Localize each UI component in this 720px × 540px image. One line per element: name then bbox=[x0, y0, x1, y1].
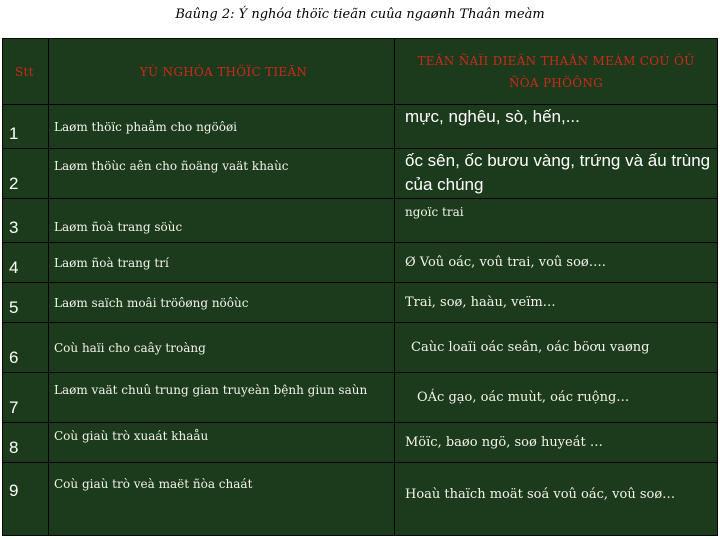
row-meaning: Laøm thöïc phaåm cho ngöôøi bbox=[54, 119, 238, 134]
table-row bbox=[3, 323, 717, 373]
row-example: Caùc loaïi oác seân, oác böơu vaøng bbox=[411, 340, 650, 355]
table-row bbox=[3, 423, 717, 463]
row-example: Trai, soø, haàu, veïm… bbox=[405, 295, 556, 310]
row-number: 4 bbox=[9, 258, 19, 277]
header-meaning-cell bbox=[49, 39, 393, 104]
row-number: 6 bbox=[9, 348, 19, 367]
row-number: 2 bbox=[9, 174, 19, 193]
row-meaning: Coù haïi cho caây troàng bbox=[54, 340, 206, 355]
header-representative-cell bbox=[395, 39, 717, 104]
table-header-row bbox=[3, 39, 717, 105]
row-example: OÁc gạo, oác muùt, oác ruộng… bbox=[417, 390, 630, 405]
table-row bbox=[3, 199, 717, 243]
header-stt: Stt bbox=[15, 64, 34, 79]
row-number: 9 bbox=[9, 481, 19, 500]
row-meaning: Laøm ñoà trang söùc bbox=[54, 220, 183, 234]
table-row bbox=[3, 463, 717, 535]
row-meaning: Laøm saïch moâi tröôøng nöôùc bbox=[54, 295, 249, 310]
row-example: ngoïc trai bbox=[405, 205, 464, 219]
header-stt-cell bbox=[3, 39, 47, 104]
table-row bbox=[3, 243, 717, 283]
row-meaning: Coù giaù trò xuaát khaåu bbox=[54, 429, 209, 443]
table-row bbox=[3, 105, 717, 149]
row-meaning: Laøm thöùc aên cho ñoäng vaät khaùc bbox=[54, 159, 289, 173]
row-meaning: Laøm vaät chuû trung gian truyeàn bệnh giun saùn bbox=[54, 383, 368, 397]
header-representative-line2: ÑÒA PHÖÔNG bbox=[508, 75, 604, 90]
row-example: Ø Voû oác, voû trai, voû soø…. bbox=[405, 255, 606, 270]
header-meaning: YÙ NGHÓA THÖÏC TIEÃN bbox=[139, 64, 308, 79]
row-example: Hoaù thaïch moät soá voû oác, voû soø… bbox=[405, 487, 676, 502]
row-number: 5 bbox=[9, 298, 19, 317]
row-example: mực, nghêu, sò, hến,... bbox=[405, 107, 580, 126]
page-title: Baûng 2: Ý nghóa thöïc tieãn cuûa ngaønh Thaân meàm bbox=[175, 7, 545, 22]
row-number: 1 bbox=[9, 124, 19, 143]
row-example: Möïc, baøo ngö, soø huyeát … bbox=[405, 435, 603, 450]
table-row bbox=[3, 283, 717, 323]
row-number: 7 bbox=[9, 398, 19, 417]
row-meaning: Laøm ñoà trang trí bbox=[54, 255, 169, 270]
table-row bbox=[3, 373, 717, 423]
meaning-table bbox=[2, 38, 718, 536]
row-number: 3 bbox=[9, 218, 19, 237]
table-row bbox=[3, 149, 717, 199]
header-representative-line1: TEÂN ÑAÏI DIEÄN THAÂN MEÀM COÙ ÔÛ bbox=[417, 53, 695, 68]
row-meaning: Coù giaù trò veà maët ñòa chaát bbox=[54, 477, 253, 491]
row-number: 8 bbox=[9, 438, 19, 457]
row-example: ốc sên, ốc bươu vàng, trứng và ấu trùng của chúng bbox=[405, 151, 711, 194]
